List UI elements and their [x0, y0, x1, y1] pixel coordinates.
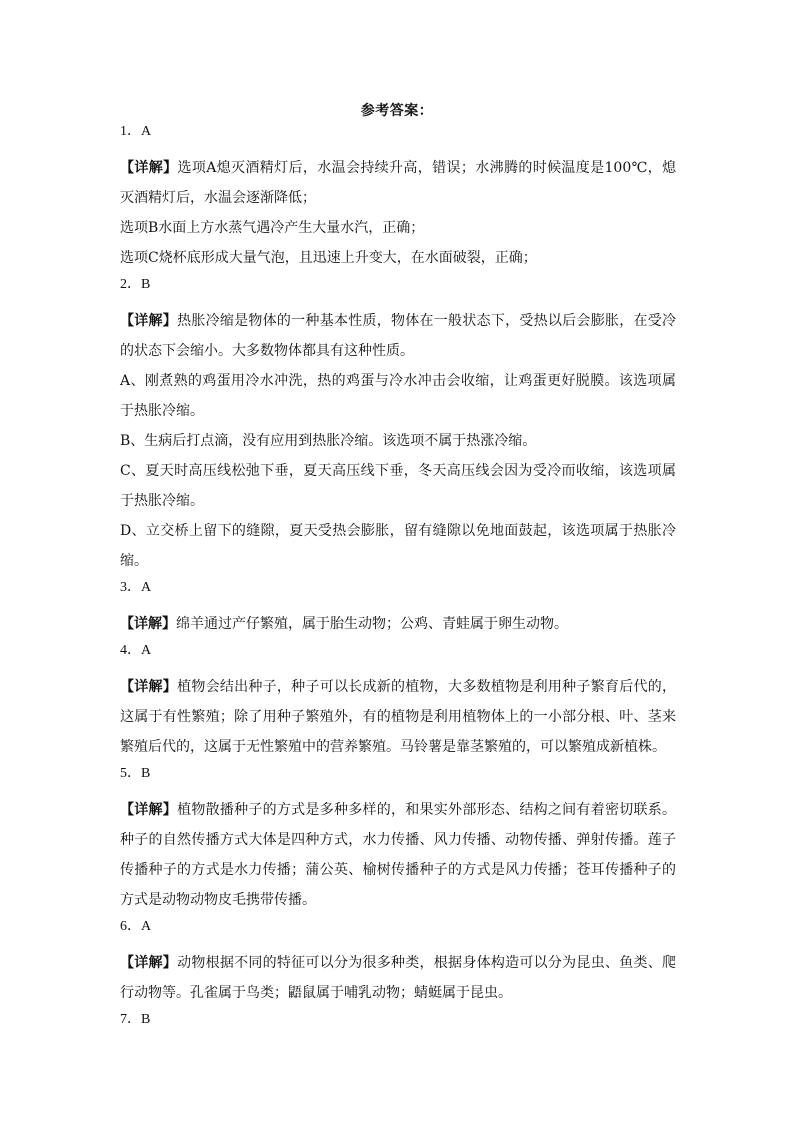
explanation-text: 选项C烧杯底形成大量气泡，且迅速上升变大，在水面破裂，正确； — [120, 250, 537, 266]
detail-tag: 【详解】 — [120, 679, 178, 695]
answer-number: 7．B — [120, 1012, 151, 1027]
explanation-text: D、立交桥上留下的缝隙，夏天受热会膨胀，留有缝隙以免地面鼓起，该选项属于热胀冷缩。 — [120, 523, 676, 569]
explanation-text: 植物散播种子的方式是多种多样的，和果实外部形态、结构之间有着密切联系。种子的自然传播方式大体是四种方式，水力传播、风力传播、动物传播、弹射传播。莲子传播种子的方式是水力传播；蒲公英、榆树传播种子的方式是风力传播；苍耳传播种子的方式是动物动物皮毛携带传播。 — [120, 802, 677, 908]
explanation-text: B、生病后打点滴，没有应用到热胀冷缩。该选项不属于热涨冷缩。 — [120, 433, 537, 449]
explanation-text: 热胀冷缩是物体的一种基本性质，物体在一般状态下，受热以后会膨胀，在受冷的状态下会缩小。大多数物体都具有这种性质。 — [120, 313, 677, 359]
explanation-text: 植物会结出种子，种子可以长成新的植物，大多数植物是利用种子繁育后代的，这属于有性繁殖；除了用种子繁殖外，有的植物是利用植物体上的一小部分根、叶、茎来繁殖后代的，这属于无性繁殖中的营养繁殖。马铃薯是靠茎繁殖的，可以繁殖成新植株。 — [120, 679, 677, 755]
detail-tag: 【详解】 — [120, 313, 178, 329]
explanation-text: 选项B水面上方水蒸气遇冷产生大量水汽，正确； — [120, 220, 425, 236]
answer-item — [120, 766, 676, 915]
answer-item — [120, 919, 676, 1008]
answer-number: 4．A — [120, 643, 152, 658]
explanation-paragraph — [120, 609, 676, 639]
answer-number: 1．A — [120, 124, 152, 139]
answer-item — [120, 124, 676, 273]
explanation-paragraph — [120, 243, 676, 273]
explanation-paragraph — [120, 213, 676, 243]
explanation-paragraph — [120, 306, 676, 366]
detail-tag: 【详解】 — [120, 802, 178, 818]
explanation-text: 动物根据不同的特征可以分为很多种类，根据身体构造可以分为昆虫、鱼类、爬行动物等。孔雀属于鸟类；鼯鼠属于哺乳动物；蜻蜓属于昆虫。 — [120, 955, 677, 1001]
explanation-text: A、刚煮熟的鸡蛋用冷水冲洗，热的鸡蛋与冷水冲击会收缩，让鸡蛋更好脱膜。该选项属于热胀冷缩。 — [120, 373, 676, 419]
explanation-text: 绵羊通过产仔繁殖，属于胎生动物；公鸡、青蛙属于卵生动物。 — [176, 616, 568, 632]
explanation-paragraph — [120, 795, 676, 915]
detail-tag: 【详解】 — [120, 955, 178, 971]
explanation-text: C、夏天时高压线松弛下垂，夏天高压线下垂，冬天高压线会因为受冷而收缩，该选项属于热胀冷缩。 — [120, 463, 676, 509]
explanation-paragraph — [120, 948, 676, 1008]
answer-number: 6．A — [120, 919, 152, 934]
explanation-paragraph — [120, 516, 676, 576]
answer-item — [120, 1012, 676, 1028]
explanation-paragraph — [120, 672, 676, 762]
answer-number: 2．B — [120, 277, 151, 292]
detail-tag: 【详解】 — [120, 160, 178, 176]
answer-item — [120, 580, 676, 639]
explanation-paragraph — [120, 426, 676, 456]
page-title: 参考答案： — [360, 103, 434, 119]
answer-item — [120, 277, 676, 576]
answer-number: 5．B — [120, 766, 151, 781]
answer-list — [120, 124, 676, 1041]
explanation-paragraph — [120, 366, 676, 426]
answer-number: 3．A — [120, 580, 152, 595]
explanation-paragraph — [120, 153, 676, 213]
explanation-text: 选项A熄灭酒精灯后，水温会持续升高，错误；水沸腾的时候温度是100℃，熄灭酒精灯后，水温会逐渐降低； — [120, 160, 677, 206]
detail-tag: 【详解】 — [120, 616, 176, 632]
explanation-paragraph — [120, 456, 676, 516]
answer-item — [120, 643, 676, 762]
